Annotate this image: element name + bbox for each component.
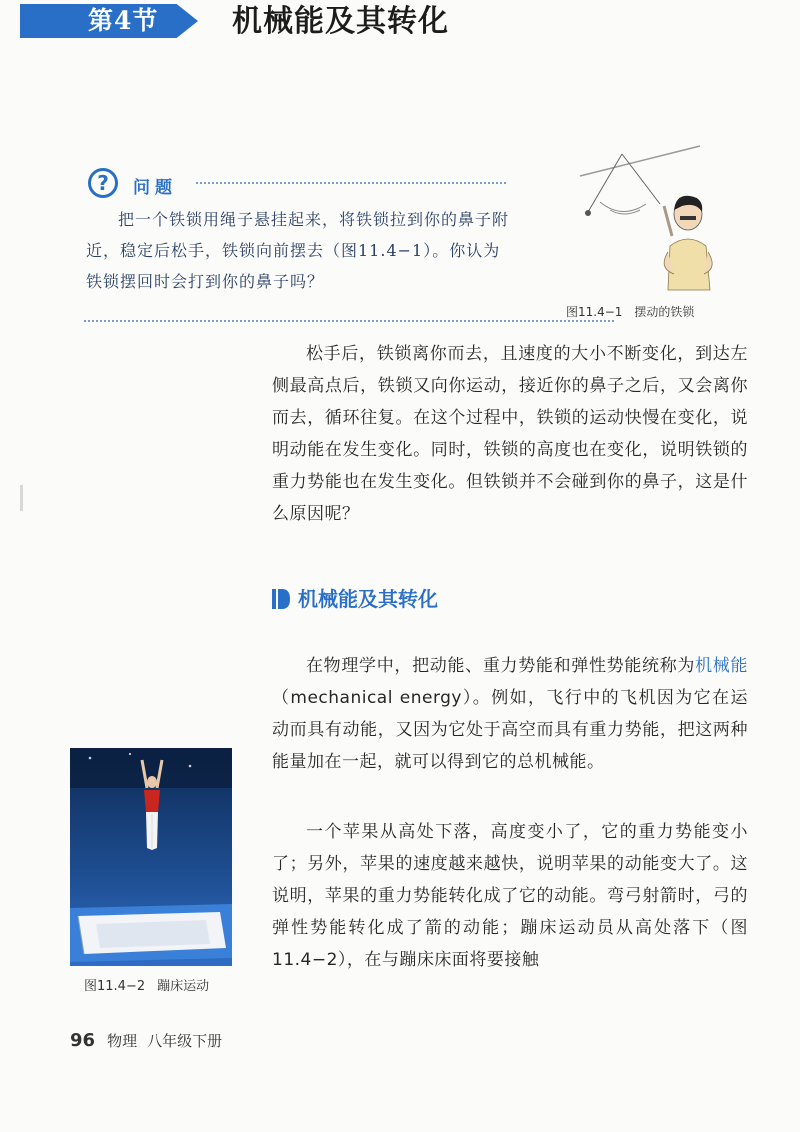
figure-caption bbox=[84, 975, 209, 994]
key-term: 机械能 bbox=[695, 656, 748, 676]
book-grade: 八年级下册 bbox=[147, 1032, 223, 1050]
page-number: 96 bbox=[70, 1030, 96, 1051]
section-label: 第4节 bbox=[88, 6, 159, 35]
section-marker-icon bbox=[272, 589, 290, 609]
problem-box bbox=[80, 160, 520, 330]
figure-caption-text: 摆动的铁锁 bbox=[634, 305, 695, 319]
book-subject: 物理 bbox=[107, 1032, 138, 1050]
figure-caption bbox=[566, 303, 694, 320]
problem-divider-bottom bbox=[84, 320, 614, 326]
problem-divider-top bbox=[196, 182, 506, 190]
figure-number: 图11.4−1 bbox=[566, 305, 623, 319]
margin-mark bbox=[20, 485, 23, 511]
question-mark-icon: ? bbox=[88, 168, 118, 198]
section-heading-text: 机械能及其转化 bbox=[298, 587, 438, 611]
figure-caption-text: 蹦床运动 bbox=[157, 979, 210, 994]
body-paragraph: 松手后，铁锁离你而去，且速度的大小不断变化，到达左侧最高点后，铁锁又向你运动，接近你的鼻子之后，又会离你而去，循环往复。在这个过程中，铁锁的运动快慢在变化，说明动能在发生变化。同时，铁锁的高度也在变化，说明铁锁的重力势能也在发生变化。但铁锁并不会碰到你的鼻子，这是什么原因呢？ bbox=[272, 344, 748, 524]
body-paragraph: 一个苹果从高处下落，高度变小了，它的重力势能变小了；另外，苹果的速度越来越快，说明苹果的动能变大了。这说明，苹果的重力势能转化成了它的动能。弯弓射箭时，弓的弹性势能转化成了箭的动能；蹦床运动员从高处落下（图11.4−2），在与蹦床床面将要接触 bbox=[272, 822, 748, 970]
page-footer bbox=[70, 1030, 222, 1051]
body-paragraph bbox=[272, 650, 748, 778]
trampoline-photo bbox=[70, 748, 232, 966]
paragraph-text: 在物理学中，把动能、重力势能和弹性势能统称为 bbox=[306, 656, 696, 676]
paragraph-text: （mechanical energy）。例如，飞行中的飞机因为它在运动而具有动能，又因为它处于高空而具有重力势能，把这两种能量加在一起，就可以得到它的总机械能。 bbox=[272, 688, 748, 772]
section-heading bbox=[272, 585, 438, 613]
problem-text: 把一个铁锁用绳子悬挂起来，将铁锁拉到你的鼻子附近，稳定后松手，铁锁向前摆去（图11.4−1）。你认为铁锁摆回时会打到你的鼻子吗？ bbox=[86, 210, 510, 291]
swinging-lock-illustration bbox=[560, 140, 730, 300]
problem-label: 问题 bbox=[133, 178, 177, 198]
figure-number: 图11.4−2 bbox=[84, 979, 146, 994]
page-title: 机械能及其转化 bbox=[232, 4, 449, 39]
